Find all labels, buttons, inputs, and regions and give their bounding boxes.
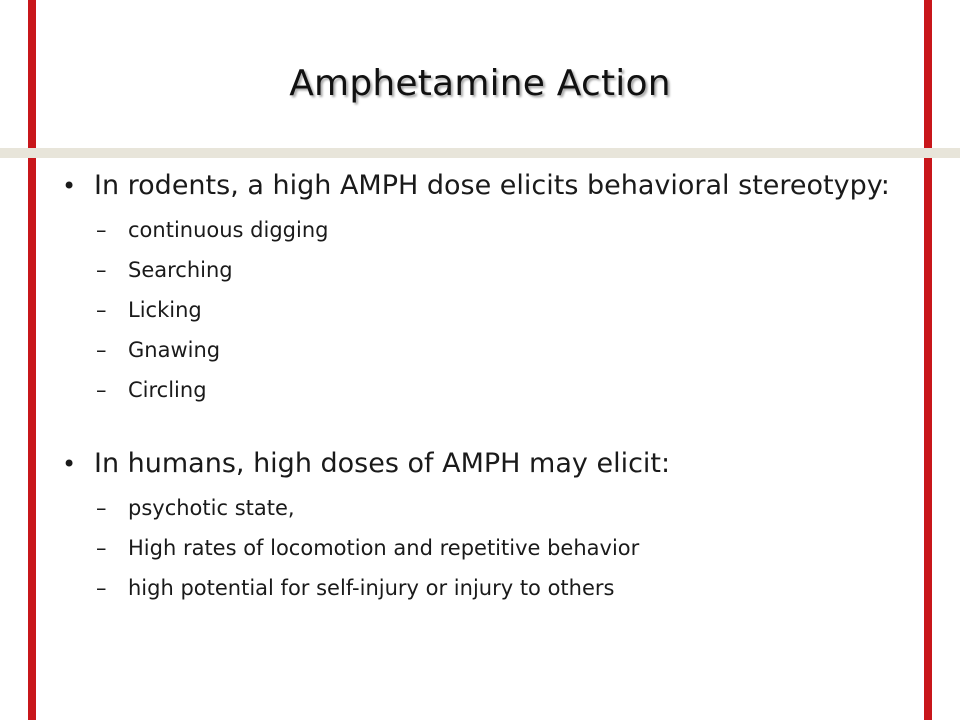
slide-content — [62, 168, 902, 602]
spacer — [62, 404, 902, 446]
sub-item — [62, 296, 902, 324]
dash-icon: – — [96, 378, 107, 402]
sub-item — [62, 216, 902, 244]
dash-icon: – — [96, 576, 107, 600]
sub-item-text: Searching — [128, 258, 233, 282]
bullet-item-humans — [62, 446, 902, 482]
right-accent-bar — [924, 0, 932, 720]
dash-icon: – — [96, 258, 107, 282]
sub-item — [62, 256, 902, 284]
sublist-humans — [62, 494, 902, 602]
dash-icon: – — [96, 496, 107, 520]
sub-item-text: Circling — [128, 378, 207, 402]
sub-item-text: Licking — [128, 298, 202, 322]
bullet-icon: • — [62, 450, 77, 478]
dash-icon: – — [96, 218, 107, 242]
dash-icon: – — [96, 536, 107, 560]
sub-item-text: psychotic state, — [128, 496, 295, 520]
sub-item — [62, 574, 902, 602]
bullet-icon: • — [62, 172, 77, 200]
bullet-item-rodents — [62, 168, 902, 204]
dash-icon: – — [96, 338, 107, 362]
sub-item — [62, 534, 902, 562]
sub-item-text: High rates of locomotion and repetitive behavior — [128, 536, 640, 560]
left-accent-bar — [28, 0, 36, 720]
slide-title: Amphetamine Action — [289, 63, 671, 104]
title-divider-band — [0, 148, 960, 158]
sub-item-text: high potential for self-injury or injury to others — [128, 576, 615, 600]
bullet-text: In humans, high doses of AMPH may elicit: — [94, 448, 671, 479]
sub-item — [62, 376, 902, 404]
sub-item — [62, 494, 902, 522]
dash-icon: – — [96, 298, 107, 322]
sublist-rodents — [62, 216, 902, 404]
sub-item — [62, 336, 902, 364]
sub-item-text: Gnawing — [128, 338, 221, 362]
sub-item-text: continuous digging — [128, 218, 329, 242]
bullet-text: In rodents, a high AMPH dose elicits behavioral stereotypy: — [94, 170, 890, 201]
